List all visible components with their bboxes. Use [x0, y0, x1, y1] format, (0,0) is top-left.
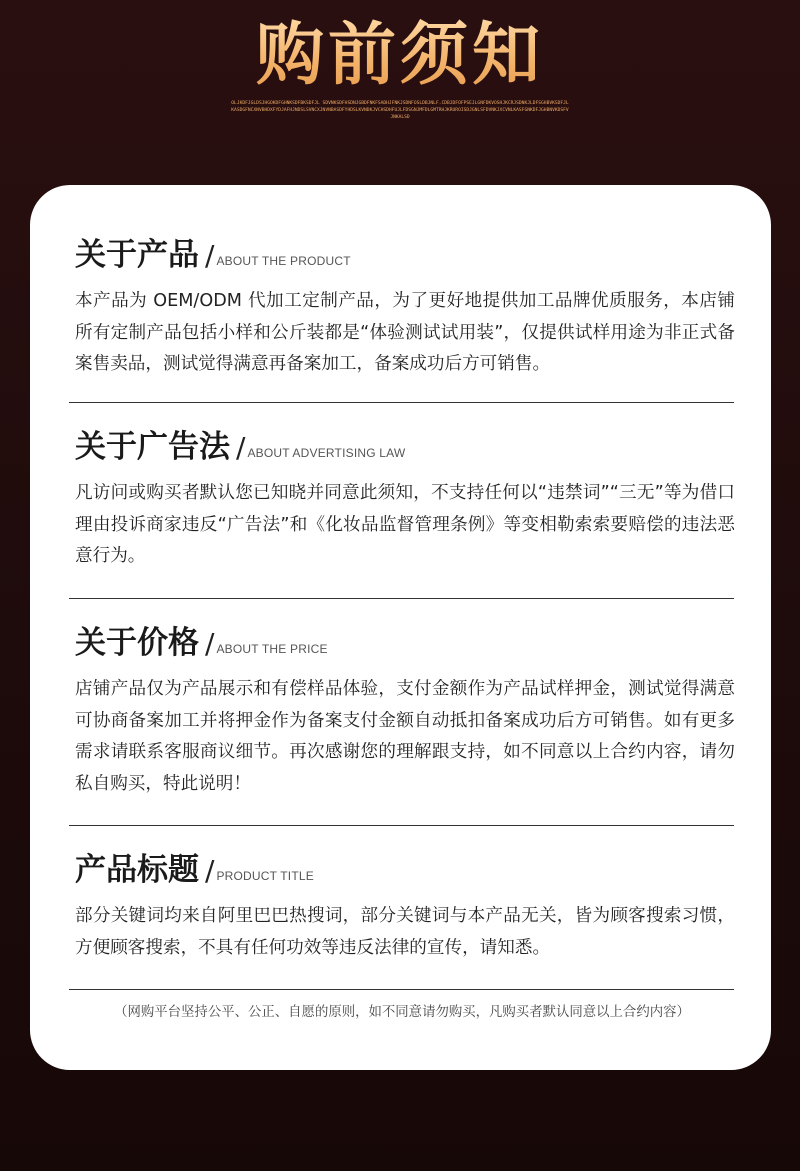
section-title: 关于价格 [75, 625, 199, 661]
section-slash: / [236, 431, 246, 464]
section-title: 产品标题 [75, 852, 199, 888]
section-header [75, 427, 735, 468]
divider [69, 598, 734, 599]
decorative-subtitle: OLJKDFJGLDSJHGOKDFGHNKSDFBKSDFJL SDVNKSDFHSDNJGBDFNKFSADHJFNKJSDNFOSLDBJNLF.CDBJDFOFPSEJLGNFDKVOSHJKCRJSDNKJLDFSGHBVKSDFJLKASDGFNCXNVBHDXFYDJAFHJNDSLSVNCXJNVNBASDFYHDSLKVNDKJVCHSDHFUJLFDSGNJMFDLGMTRHJKRUROISDJGNLSFDVNKJXCVNLKASFGNKDFJGHBNVKDSFVJNKALSD [231, 101, 569, 120]
section-title: 关于广告法 [75, 429, 230, 465]
section-slash: / [205, 239, 215, 272]
notice-card [30, 185, 771, 1070]
section-body: 本产品为 OEM/ODM 代加工定制产品，为了更好地提供加工品牌优质服务，本店铺所有定制产品包括小样和公斤装都是“体验测试试用装”，仅提供试样用途为非正式备案售卖品，测试觉得满意再备案加工，备案成功后方可销售。 [75, 291, 735, 374]
section-header [75, 850, 735, 891]
section-body: 凡访问或购买者默认您已知晓并同意此须知，不支持任何以“违禁词”“三无”等为借口理由投诉商家违反“广告法”和《化妆品监督管理条例》等变相勒索索要赔偿的违法恶意行为。 [75, 483, 735, 566]
divider [69, 825, 734, 826]
page-title: 购前须知 [0, 14, 800, 98]
section-about-price [75, 623, 735, 800]
section-about-product [75, 235, 735, 381]
divider [69, 402, 734, 403]
section-slash: / [205, 627, 215, 660]
footnote: （网购平台坚持公平、公正、自愿的原则，如不同意请勿购买，凡购买者默认同意以上合约内容） [114, 1005, 690, 1020]
section-product-title [75, 850, 735, 964]
divider [69, 989, 734, 990]
section-slash: / [205, 854, 215, 887]
section-subtitle-en: ABOUT THE PRICE [216, 642, 328, 656]
section-header [75, 623, 735, 664]
section-title: 关于产品 [75, 237, 199, 273]
section-subtitle-en: ABOUT THE PRODUCT [216, 254, 351, 268]
section-body: 部分关键词均来自阿里巴巴热搜词，部分关键词与本产品无关，皆为顾客搜索习惯，方便顾客搜索，不具有任何功效等违反法律的宣传，请知悉。 [75, 906, 735, 958]
section-subtitle-en: ABOUT ADVERTISING LAW [247, 446, 406, 460]
section-about-advertising-law [75, 427, 735, 573]
section-body: 店铺产品仅为产品展示和有偿样品体验，支付金额作为产品试样押金，测试觉得满意可协商备案加工并将押金作为备案支付金额自动抵扣备案成功后方可销售。如有更多需求请联系客服商议细节。再次感谢您的理解跟支持，如不同意以上合约内容，请勿私自购买，特此说明！ [75, 679, 735, 794]
section-header [75, 235, 735, 276]
section-subtitle-en: PRODUCT TITLE [216, 869, 314, 883]
